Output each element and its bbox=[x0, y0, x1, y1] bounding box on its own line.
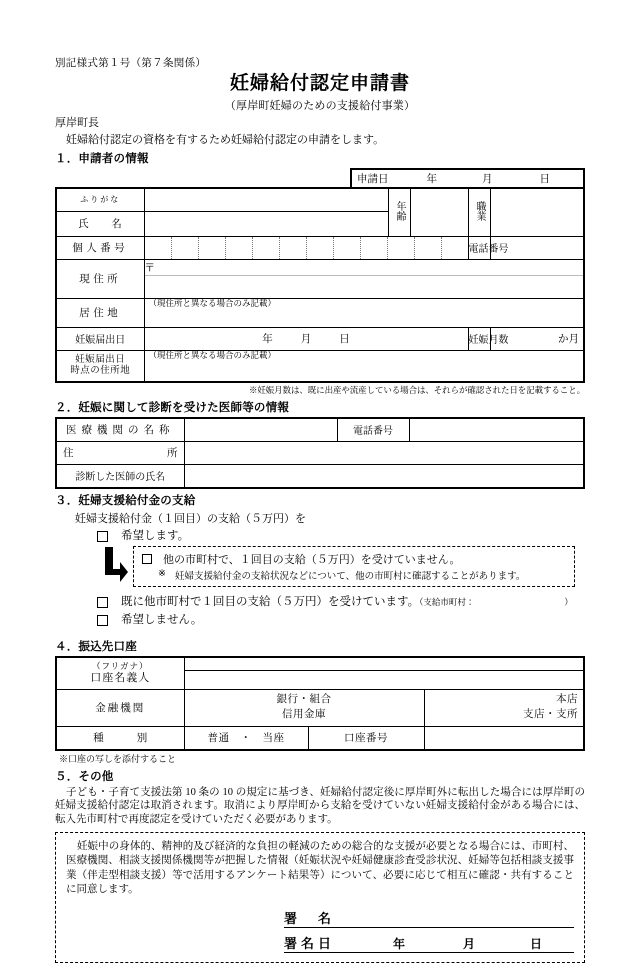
financial-institution-label: 金融機関 bbox=[56, 689, 184, 726]
account-type-options[interactable]: 普通 ・ 当座 bbox=[184, 726, 308, 750]
option-already-row[interactable] bbox=[97, 594, 585, 612]
application-date-month: 月 bbox=[482, 173, 493, 185]
table-row-address-at-notify bbox=[56, 350, 584, 382]
application-date-year: 年 bbox=[426, 173, 437, 185]
nested-note-text: 妊婦支援給付金の支給状況などについて、他の市町村に確認することがあります。 bbox=[174, 572, 526, 582]
table-row-account-holder bbox=[56, 657, 584, 671]
phone-input[interactable] bbox=[490, 236, 584, 259]
furigana-input[interactable] bbox=[144, 188, 388, 212]
nested-option-box bbox=[133, 546, 575, 587]
furigana-label: ふりがな bbox=[56, 188, 144, 212]
residence-label: 居住地 bbox=[56, 298, 144, 327]
nested-option-wrap bbox=[99, 546, 585, 587]
account-holder-furigana-input[interactable] bbox=[184, 657, 584, 671]
signature-area bbox=[66, 907, 574, 953]
application-date-wrap bbox=[55, 168, 585, 188]
months-label: 妊娠月数 bbox=[468, 327, 490, 350]
lead-statement: 妊婦給付認定の資格を有するため妊婦給付認定の申請をします。 bbox=[66, 133, 385, 146]
phone-label: 電話番号 bbox=[468, 236, 490, 259]
option-no-row[interactable] bbox=[97, 612, 585, 630]
section-1-heading: １．申請者の情報 bbox=[55, 152, 149, 165]
option-already-paren: （支給市町村： bbox=[419, 597, 475, 607]
title-block bbox=[55, 72, 585, 113]
occupation-label-cell: 職業 bbox=[468, 188, 490, 237]
account-number-label: 口座番号 bbox=[308, 726, 424, 750]
doctor-name-label: 診断した医師の氏名 bbox=[56, 464, 184, 488]
section-5-body: 子ども・子育て支援法第 10 条の 10 の規定に基づき、妊婦給付認定後に厚岸町外に転出した場合には厚岸町の妊婦支援給付認定は取消されます。取消により厚岸町から支給を受けていない妊婦支援給付金がある場合には、転入先市町村で再度認定を受けていただく必要があります。 bbox=[55, 786, 585, 826]
occupation-input[interactable] bbox=[490, 188, 584, 237]
addressee: 厚岸町長 bbox=[55, 116, 99, 129]
table-row-notify-date bbox=[56, 327, 584, 350]
institution-input[interactable] bbox=[184, 418, 337, 442]
checkbox-yes-icon[interactable] bbox=[97, 531, 108, 542]
institution-address-label: 住 所 bbox=[56, 441, 184, 464]
consent-text: 妊娠中の身体的、精神的及び経済的な負担の軽減のための総合的な支援が必要となる場合には、市町村、医療機関、相談支援関係機関等が把握した情報（妊娠状況や妊婦健康診査受診状況、妊婦等包括相談支援事業（伴走型相談支援）等で活用するアンケート結果等）について、必要に応じて相互に確認・共有することに同意します。 bbox=[66, 841, 574, 895]
account-type-label: 種 別 bbox=[56, 726, 184, 750]
signature-label: 署 名 bbox=[284, 911, 336, 927]
name-input[interactable] bbox=[144, 211, 388, 236]
table-row-doctor-name bbox=[56, 464, 584, 488]
postal-mark-icon: 〒 bbox=[144, 262, 155, 274]
application-date-box[interactable] bbox=[350, 168, 585, 188]
application-date-label: 申請日 bbox=[357, 173, 389, 185]
section-4-heading: ４．振込先口座 bbox=[55, 640, 137, 653]
account-holder-input[interactable] bbox=[184, 670, 584, 689]
account-number-input[interactable] bbox=[424, 726, 584, 750]
mynumber-grid bbox=[145, 237, 468, 259]
section-2-heading: ２．妊娠に関して診断を受けた医師等の情報 bbox=[55, 401, 289, 414]
section-5-heading: ５．その他 bbox=[55, 770, 114, 783]
bank-type-input[interactable]: 銀行・組合 信用金庫 bbox=[184, 689, 424, 726]
notify-date-label: 妊娠届出日 bbox=[56, 327, 144, 350]
signature-day: 日 bbox=[530, 937, 543, 952]
current-address-label: 現住所 bbox=[56, 259, 144, 298]
months-input[interactable]: か月 bbox=[490, 327, 584, 350]
branch-type-input[interactable]: 本店 支店・支所 bbox=[424, 689, 584, 726]
page-title: 妊婦給付認定申請書 bbox=[229, 73, 410, 94]
checkbox-already-icon[interactable] bbox=[97, 597, 108, 608]
current-address-input[interactable] bbox=[144, 275, 584, 298]
application-date-day: 日 bbox=[539, 173, 550, 185]
option-no-label: 希望しません。 bbox=[121, 613, 203, 626]
option-yes-label: 希望します。 bbox=[121, 529, 190, 542]
signature-year: 年 bbox=[393, 937, 406, 952]
option-already-label: 既に他市町村で１回目の支給（５万円）を受けています。（支給市町村： ） bbox=[121, 596, 573, 608]
name-label: 氏 名 bbox=[56, 211, 144, 236]
elbow-arrow-cell bbox=[99, 546, 133, 587]
signature-date-label: 署名日 bbox=[284, 936, 336, 952]
option-already-close: ） bbox=[564, 597, 573, 607]
checkbox-nested-icon[interactable] bbox=[142, 554, 152, 564]
applicant-info-table bbox=[55, 187, 585, 383]
nested-option-label: 他の市町村で、１回目の支給（５万円）を受けていません。 bbox=[163, 554, 461, 566]
address-at-notify-label: 妊娠届出日 時点の住所地 bbox=[56, 350, 144, 382]
section-3-heading: ３．妊婦支援給付金の支給 bbox=[55, 494, 196, 507]
table-row-furigana bbox=[56, 188, 584, 212]
residence-note: （現住所と異なる場合のみ記載） bbox=[148, 297, 277, 308]
address-at-notify-input[interactable] bbox=[144, 350, 584, 382]
institution-phone-label: 電話番号 bbox=[337, 418, 409, 442]
note-mark-icon: ※ bbox=[158, 569, 166, 579]
signature-month: 月 bbox=[463, 937, 476, 952]
doctor-info-table bbox=[55, 417, 585, 489]
section-3-lead: 妊婦支援給付金（１回目）の支給（５万円）を bbox=[75, 512, 306, 525]
age-label-cell: 年齢 bbox=[388, 188, 410, 237]
checkbox-no-icon[interactable] bbox=[97, 615, 108, 626]
section-1-footnote: ※妊娠月数は、既に出産や流産している場合は、それらが確認された日を記載すること。 bbox=[248, 384, 585, 395]
section-4-footnote: ※口座の写しを添付すること bbox=[59, 753, 177, 764]
table-row-mynumber bbox=[56, 236, 584, 259]
option-yes-row[interactable] bbox=[97, 528, 585, 545]
bank-account-table bbox=[55, 656, 585, 751]
page-subtitle: （厚岸町妊婦のための支援給付事業） bbox=[224, 99, 416, 112]
account-holder-label: （フリガナ） 口座名義人 bbox=[56, 657, 184, 690]
form-number: 別記様式第１号（第７条関係） bbox=[55, 58, 207, 69]
table-row-residence bbox=[56, 298, 584, 327]
consent-box bbox=[55, 832, 585, 963]
table-row-institution bbox=[56, 418, 584, 442]
table-row-institution-address bbox=[56, 441, 584, 464]
mynumber-input[interactable] bbox=[144, 236, 468, 259]
nested-option-row[interactable] bbox=[142, 551, 568, 567]
institution-address-input[interactable] bbox=[184, 441, 584, 464]
postal-code-input[interactable] bbox=[144, 259, 584, 275]
institution-label: 医療機関の名称 bbox=[56, 418, 184, 442]
doctor-name-input[interactable] bbox=[184, 464, 584, 488]
table-row-account-type bbox=[56, 726, 584, 750]
table-row-current-address bbox=[56, 259, 584, 275]
table-row-financial-institution bbox=[56, 689, 584, 726]
signature-line[interactable] bbox=[284, 907, 574, 928]
address-at-notify-note: （現住所と異なる場合のみ記載） bbox=[148, 349, 277, 360]
age-input[interactable] bbox=[410, 188, 468, 237]
signature-table bbox=[284, 907, 574, 953]
signature-date-line[interactable] bbox=[284, 932, 574, 953]
elbow-arrow-icon bbox=[103, 546, 129, 584]
residence-input[interactable] bbox=[144, 298, 584, 327]
mynumber-label: 個人番号 bbox=[56, 236, 144, 259]
institution-phone-input[interactable] bbox=[409, 418, 584, 442]
nested-note-row bbox=[158, 568, 568, 582]
notify-date-input[interactable]: 年月日 bbox=[144, 327, 468, 350]
